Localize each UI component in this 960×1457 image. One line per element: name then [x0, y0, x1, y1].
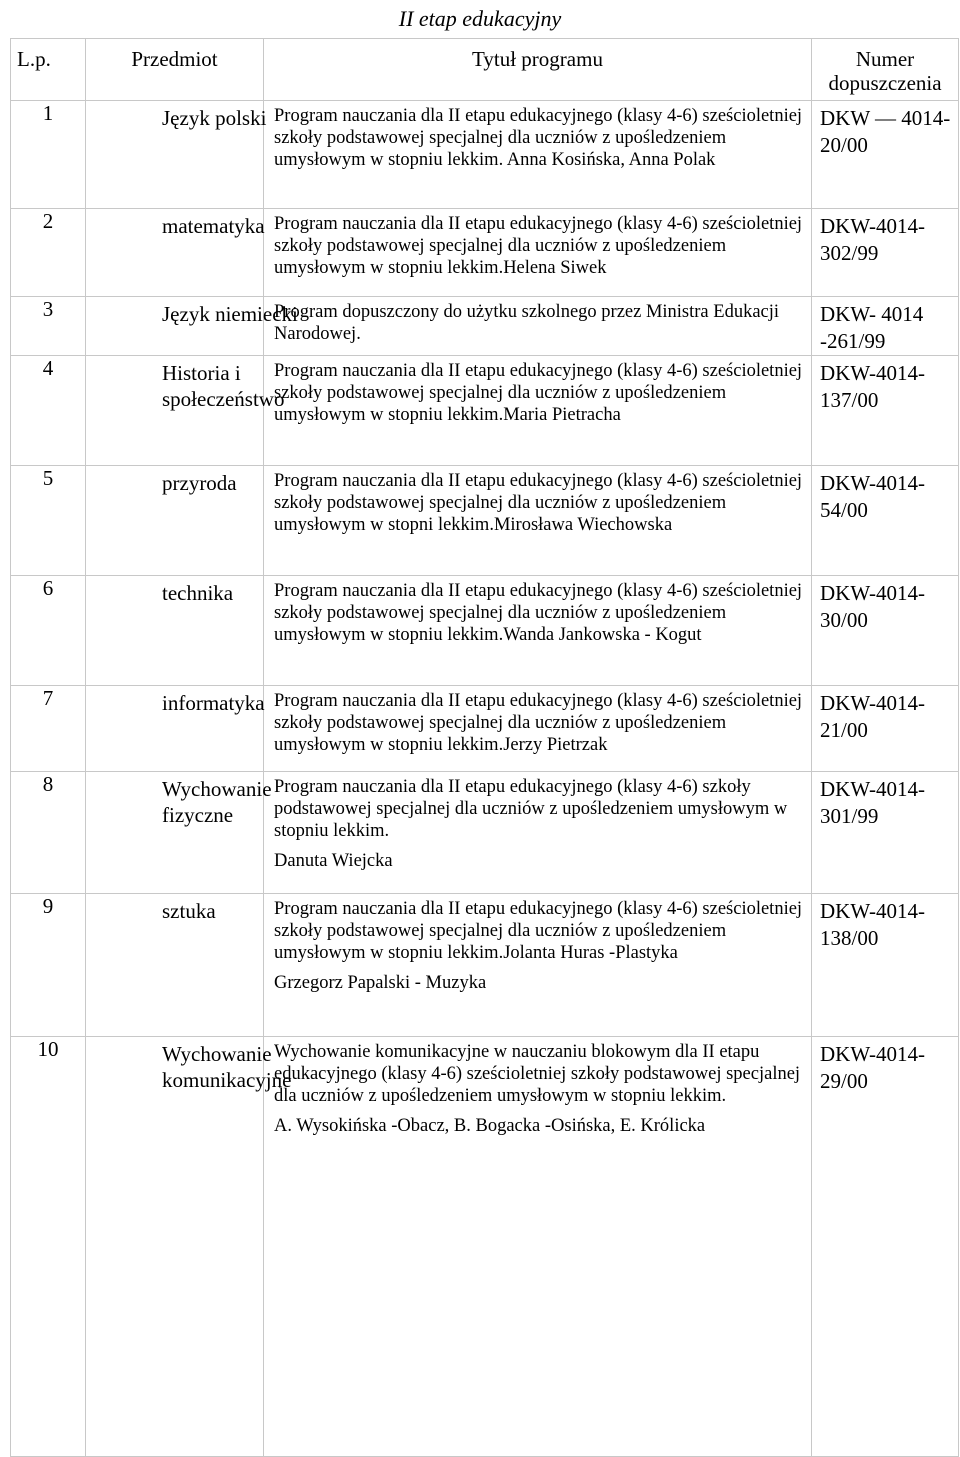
subject-cell [86, 772, 272, 894]
approval-number-text: DKW-4014- [820, 361, 925, 385]
approval-number-text: 302/99 [820, 241, 879, 265]
program-cell [264, 576, 812, 686]
subject-text: Historia i [162, 361, 241, 385]
program-text: Program nauczania dla II etapu edukacyjnego (klasy 4-6) sześcioletniej szkoły podstawowej specjalnej dla uczniów z upośledzeniem umysłowym w stopniu lekkim.Jolanta Huras -Plastyka [274, 899, 803, 963]
approval-number-text: 54/00 [820, 498, 868, 522]
table-row [11, 894, 959, 1037]
table-row [11, 356, 959, 466]
approval-number-text: DKW-4014- [820, 691, 925, 715]
approval-number-cell [812, 356, 959, 466]
approval-number-cell [812, 297, 959, 356]
subject-cell [86, 356, 285, 466]
subject-text: komunikacyjne [162, 1068, 292, 1092]
row-number: 3 [11, 297, 86, 356]
subject-cell [86, 297, 298, 356]
subject-text: Wychowanie [162, 777, 272, 801]
table-body [11, 101, 959, 1457]
subject-text: fizyczne [162, 803, 234, 827]
approval-number-text: DKW-4014- [820, 899, 925, 923]
approval-number-cell [812, 1037, 959, 1457]
table-row [11, 297, 959, 356]
program-text: A. Wysokińska -Obacz, B. Bogacka -Osińska, E. Królicka [274, 1116, 706, 1136]
approval-number-text: DKW- 4014 [820, 302, 924, 326]
program-text: Program nauczania dla II etapu edukacyjnego (klasy 4-6) sześcioletniej szkoły podstawowej specjalnej dla uczniów z upośledzeniem umysłowym w stopniu lekkim. Anna Kosińska, Anna Polak [274, 106, 803, 170]
header-number [812, 39, 959, 101]
table-header-row [11, 39, 959, 101]
approval-number-text: DKW-4014- [820, 214, 925, 238]
subject-text: matematyka [162, 214, 265, 238]
approval-number-text: -261/99 [820, 329, 886, 353]
row-number: 5 [11, 466, 86, 576]
subject-cell [86, 466, 264, 576]
approval-number-cell [812, 894, 959, 1037]
subject-text: Język niemiecki [162, 302, 298, 326]
approval-number-text: 21/00 [820, 718, 868, 742]
subject-cell [86, 101, 267, 209]
row-number: 10 [11, 1037, 86, 1457]
program-cell [264, 356, 812, 466]
program-text: Program nauczania dla II etapu edukacyjnego (klasy 4-6) sześcioletniej szkoły podstawowej specjalnej dla uczniów z upośledzeniem umysłowym w stopniu lekkim.Wanda Jankowska - Kogut [274, 581, 803, 645]
approval-number-text: 301/99 [820, 804, 879, 828]
table-row [11, 101, 959, 209]
program-text: Program dopuszczony do użytku szkolnego przez Ministra Edukacji Narodowej. [274, 302, 780, 344]
subject-cell [86, 894, 264, 1037]
approval-number-text: DKW — 4014- [820, 106, 951, 130]
approval-number-text: 20/00 [820, 133, 868, 157]
program-text: Danuta Wiejcka [274, 851, 393, 871]
row-number: 4 [11, 356, 86, 466]
row-number: 6 [11, 576, 86, 686]
program-cell [264, 466, 812, 576]
paragraph-gap [274, 1107, 807, 1115]
subject-cell [86, 686, 264, 772]
program-text: Program nauczania dla II etapu edukacyjnego (klasy 4-6) sześcioletniej szkoły podstawowej specjalnej dla uczniów z upośledzeniem umysłowym w stopniu lekkim.Maria Pietracha [274, 361, 803, 425]
row-number: 9 [11, 894, 86, 1037]
program-cell [264, 209, 812, 297]
program-text: Program nauczania dla II etapu edukacyjnego (klasy 4-6) sześcioletniej szkoły podstawowej specjalnej dla uczniów z upośledzeniem umysłowym w stopni lekkim.Mirosława Wiechowska [274, 471, 803, 535]
subject-text: przyroda [162, 471, 237, 495]
program-cell [264, 894, 812, 1037]
program-text: Program nauczania dla II etapu edukacyjnego (klasy 4-6) szkoły podstawowej specjalnej dla uczniów z upośledzeniem umysłowym w stopniu lekkim. [274, 777, 788, 841]
subject-text: sztuka [162, 899, 216, 923]
program-text: Grzegorz Papalski - Muzyka [274, 973, 487, 993]
program-cell [264, 1037, 812, 1457]
table-row [11, 209, 959, 297]
subject-text: Język polski [162, 106, 267, 130]
approval-number-cell [812, 686, 959, 772]
subject-cell [86, 1037, 292, 1457]
approval-number-text: 30/00 [820, 608, 868, 632]
approval-number-cell [812, 209, 959, 297]
program-cell [264, 772, 812, 894]
paragraph-gap [274, 842, 807, 850]
row-number: 1 [11, 101, 86, 209]
header-program: Tytuł programu [264, 39, 812, 101]
table-row [11, 772, 959, 894]
header-number-line1: Numer [855, 47, 915, 71]
approval-number-text: DKW-4014- [820, 581, 925, 605]
approval-number-text: DKW-4014- [820, 777, 925, 801]
table-row [11, 686, 959, 772]
approval-number-text: 29/00 [820, 1069, 868, 1093]
paragraph-gap [274, 964, 807, 972]
program-cell [264, 686, 812, 772]
program-text: Wychowanie komunikacyjne w nauczaniu blokowym dla II etapu edukacyjnego (klasy 4-6) sześcioletniej szkoły podstawowej specjalnej dla uczniów z upośledzeniem umysłowym w stopniu lekkim. [274, 1042, 801, 1106]
program-text: Program nauczania dla II etapu edukacyjnego (klasy 4-6) sześcioletniej szkoły podstawowej specjalnej dla uczniów z upośledzeniem umysłowym w stopniu lekkim.Jerzy Pietrzak [274, 691, 803, 755]
approval-number-cell [812, 101, 959, 209]
approval-number-text: DKW-4014- [820, 471, 925, 495]
program-cell [264, 297, 812, 356]
subject-text: Wychowanie [162, 1042, 272, 1066]
subject-text: informatyka [162, 691, 265, 715]
row-number: 2 [11, 209, 86, 297]
table-row [11, 576, 959, 686]
header-lp: L.p. [11, 39, 86, 101]
subject-cell [86, 209, 264, 297]
table-row [11, 466, 959, 576]
row-number: 7 [11, 686, 86, 772]
table-row [11, 1037, 959, 1457]
header-subject: Przedmiot [86, 39, 264, 101]
program-cell [264, 101, 812, 209]
approval-number-text: 137/00 [820, 388, 879, 412]
page-title: II etap edukacyjny [398, 6, 562, 31]
row-number: 8 [11, 772, 86, 894]
approval-number-text: DKW-4014- [820, 1042, 925, 1066]
approval-number-cell [812, 466, 959, 576]
program-text: Program nauczania dla II etapu edukacyjnego (klasy 4-6) sześcioletniej szkoły podstawowej specjalnej dla uczniów z upośledzeniem umysłowym w stopniu lekkim.Helena Siwek [274, 214, 803, 278]
approval-number-cell [812, 576, 959, 686]
header-number-line2: dopuszczenia [828, 71, 942, 95]
subject-text: technika [162, 581, 234, 605]
program-table [10, 38, 959, 1457]
subject-cell [86, 576, 264, 686]
subject-text: społeczeństwo [162, 387, 285, 411]
approval-number-cell [812, 772, 959, 894]
approval-number-text: 138/00 [820, 926, 879, 950]
